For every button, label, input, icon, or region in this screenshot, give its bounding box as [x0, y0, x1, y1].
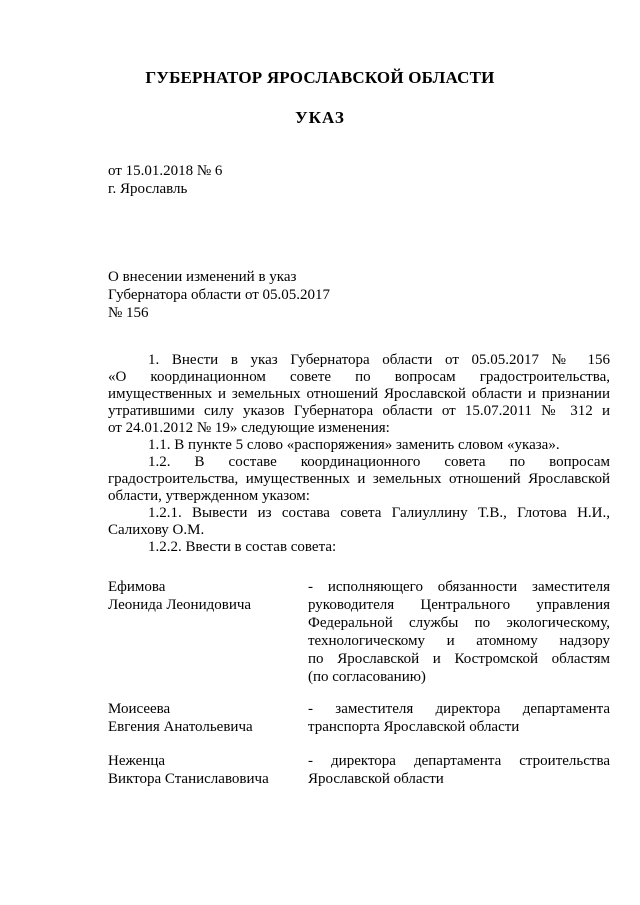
- decree-body: [108, 352, 610, 556]
- position-line: Ярославской области: [308, 771, 444, 787]
- authority-heading: ГУБЕРНАТОР ЯРОСЛАВСКОЙ ОБЛАСТИ: [145, 68, 495, 87]
- document-type-heading: УКАЗ: [295, 108, 345, 127]
- paragraph-1-2-1-line: Салихову О.М.: [108, 522, 205, 538]
- position-line: - директора департамента строительства: [308, 753, 610, 769]
- member-position: [308, 752, 610, 788]
- position-line: руководителя Центрального управления: [308, 597, 610, 613]
- member-surname: Моисеева: [108, 701, 171, 717]
- paragraph-1-2-line: области, утвержденном указом:: [108, 488, 310, 504]
- paragraph-1-2-line: градостроительства, имущественных и земельных отношений Ярославской: [108, 471, 610, 487]
- paragraph-1-line: 1. Внести в указ Губернатора области от 05.05.2017 № 156: [148, 352, 610, 368]
- paragraph-1-1: 1.1. В пункте 5 слово «распоряжения» заменить словом «указа».: [148, 437, 560, 453]
- paragraph-1-line: имущественных и земельных отношений Ярославской области и признании: [108, 386, 610, 402]
- member-surname: Неженца: [108, 753, 166, 769]
- member-name: [108, 752, 298, 788]
- paragraph-1-2-2: 1.2.2. Ввести в состав совета:: [148, 539, 337, 555]
- member-name: [108, 578, 298, 614]
- position-line: - заместителя директора департамента: [308, 701, 610, 717]
- member-position: [308, 700, 610, 736]
- position-line: - исполняющего обязанности заместителя: [308, 579, 610, 595]
- position-line: по Ярославской и Костромской областям: [308, 651, 610, 667]
- paragraph-1-2-line: 1.2. В составе координационного совета по вопросам: [148, 454, 610, 470]
- paragraph-1-line: от 24.01.2012 № 19» следующие изменения:: [108, 420, 390, 436]
- member-given-names: Виктора Станиславовича: [108, 771, 269, 787]
- subject-line: Губернатора области от 05.05.2017: [108, 287, 331, 303]
- position-line: транспорта Ярославской области: [308, 719, 520, 735]
- paragraph-1-2-1-line: 1.2.1. Вывести из состава совета Галиуллину Т.В., Глотова Н.И.,: [148, 505, 610, 521]
- position-line: (по согласованию): [308, 669, 426, 685]
- member-position: [308, 578, 610, 686]
- city: г. Ярославль: [108, 181, 188, 197]
- paragraph-1-line: утратившими силу указов Губернатора области от 15.07.2011 № 312 и: [108, 403, 610, 419]
- member-surname: Ефимова: [108, 579, 166, 595]
- member-name: [108, 700, 298, 736]
- subject-line: О внесении изменений в указ: [108, 269, 297, 285]
- subject-line: № 156: [108, 305, 149, 321]
- member-given-names: Леонида Леонидовича: [108, 597, 252, 613]
- date-number: от 15.01.2018 № 6: [108, 163, 223, 179]
- paragraph-1-line: «О координационном совете по вопросам градостроительства,: [108, 369, 610, 385]
- position-line: технологическому и атомному надзору: [308, 633, 610, 649]
- member-given-names: Евгения Анатольевича: [108, 719, 253, 735]
- position-line: Федеральной службы по экологическому,: [308, 615, 610, 631]
